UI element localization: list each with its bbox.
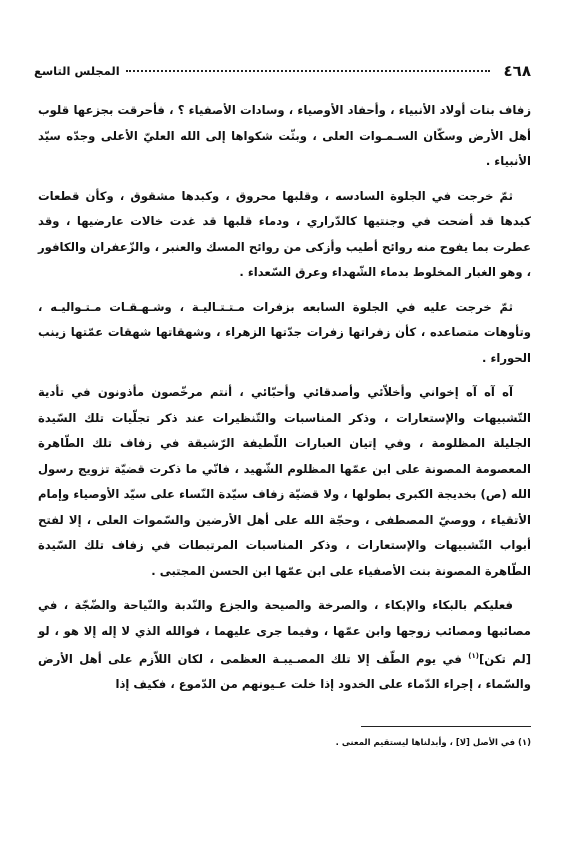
page-number: ٤٦٨ xyxy=(503,62,531,80)
paragraph: ثمّ خرجت عليه في الجلوة السابعه بزفرات مـتـتـاليـة ، وشـهـقـات مـتـواليـه ، وتأوهات متصاعده ، كأن زفراتها زفرات جدّتها الزهراء ، وشهقاتها شهقات عمّتها زينب الحوراء . xyxy=(38,299,531,365)
footnote-marker: (١) xyxy=(468,652,479,660)
paragraph: زفاف بنات أولاد الأنبياء ، وأحفاد الأوصياء ، وسادات الأصفياء ؟ ، فأحرقت بجزعها قلوب أهل الأرض وسكّان السـمـوات العلى ، وبثّت شكواها إلى الله العليّ الأعلى وجدّه سيّد الأنبياء . xyxy=(38,103,531,168)
page-body xyxy=(38,98,531,707)
page-header xyxy=(34,60,531,82)
running-title: المجلس التاسع xyxy=(34,64,120,78)
paragraph-with-footnote xyxy=(38,593,531,698)
footnote: (١) في الأصل [لا] ، وأبدلناها ليستقيم المعنى . xyxy=(335,738,531,748)
paragraph: ثمّ خرجت في الجلوة السادسه ، وقلبها محروق ، وكبدها مشقوق ، وكأن قطعات كبدها قد أضحت في وجنتيها كالدّراري ، ودماء قلبها قد غدت خالات عارضيها ، وقد عطرت بما يفوح منه روائح أطيب وأزكى من روائح المسك والعنبر ، والزّعفران والكافور ، وهو الغبار المخلوط بدماء الشّهداء وعرق السّعداء . xyxy=(38,188,531,279)
paragraph-text-continued: في يوم الطّف إلا تلك المصـيبـة العظمى ، لكان اللاّزم على أهل الأرض والسّماء ، إجراء الدّماء على الخدود إذا خلت عـيونهم من الدّموع ، فكيف إذا xyxy=(38,651,531,692)
footnote-divider xyxy=(361,726,531,727)
header-dotted-leader xyxy=(126,70,490,72)
paragraph-text: فعليكم بالبكاء والإبكاء ، والصرخة والصيحة والجزع والنّدبة والنّياحة والضّجّة ، في مصائبها ومصائب زوجها وابن عمّها ، وفيما جرى عليهما ، فوالله الذي لا إله إلا هو ، لو [لم تكن] xyxy=(38,598,531,666)
paragraph: آه آه آه إخواني وأخلاّئي وأصدقائي وأحبّائي ، أنتم مرخّصون مأذونون في تأدية التّشبيهات والإستعارات ، وذكر المناسبات والتّنظيرات عند ذكر تجلّيات تلك السّيدة الجليلة المظلومة ، وفي إتيان العبارات اللّطيفة الرّشيقة في زفاف تلك الطّاهرة المعصومة المصونة على ابن عمّها المظلوم الشّهيد ، فانّي ما ذكرت قضيّة تزويج رسول الله (ص) بخديجة الكبرى بطولها ، ولا قضيّة زفاف سيّدة النّساء على سيّد الأوصياء وإمام الأتقياء ، ووصيّ المصطفى ، وحجّة الله على أهل الأرضين والسّموات العلى ، إلا لفتح أبواب التّشبيهات والإستعارات ، وذكر المناسبات المرتبطات في زفاف تلك السّيدة الطّاهرة المصونة بنت الأصفياء على ابن عمّها ابن الحسن المجتبى . xyxy=(38,385,531,578)
